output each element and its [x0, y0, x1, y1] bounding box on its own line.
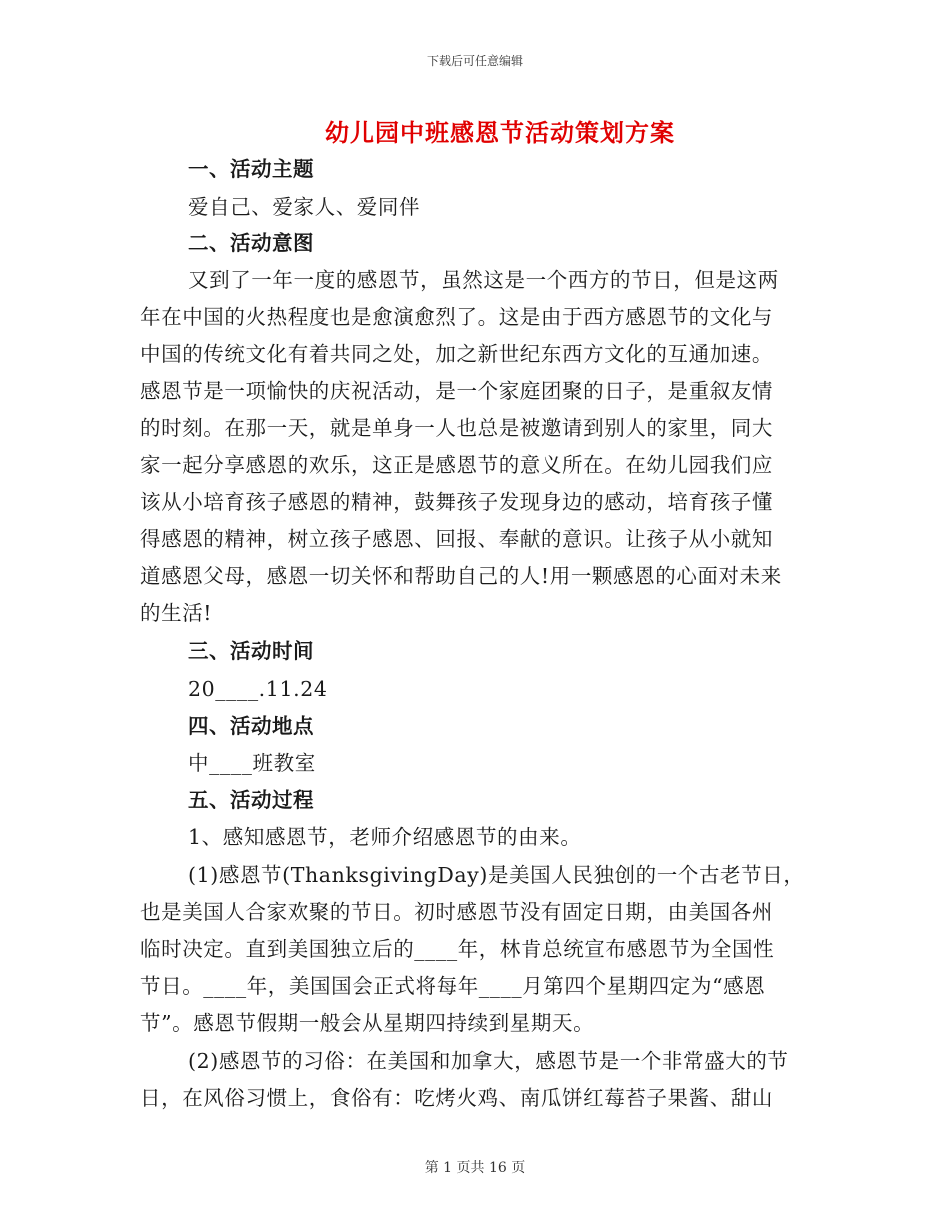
- page-footer-pagination: 第 1 页共 16 页: [424, 1160, 526, 1176]
- process-item: 1、感知感恩节，老师介绍感恩节的由来。: [188, 825, 582, 849]
- paragraph-line: 得感恩的精神，树立孩子感恩、回报、奉献的意识。让孩子从小就知: [140, 527, 773, 551]
- paragraph-line: 也是美国人合家欢聚的节日。初时感恩节没有固定日期，由美国各州: [140, 900, 773, 924]
- section-text-location: 中____班教室: [188, 751, 316, 775]
- paragraph-line: 的生活!: [140, 601, 213, 625]
- paragraph-line: 节日。____年，美国国会正式将每年____月第四个星期四定为“感恩: [140, 974, 766, 998]
- paragraph-line: 节”。感恩节假期一般会从星期四持续到星期天。: [140, 1011, 595, 1035]
- page-header-note: 下载后可任意编辑: [426, 54, 523, 68]
- paragraph-line: 道感恩父母，感恩一切关怀和帮助自己的人!用一颗感恩的心面对未来: [140, 564, 782, 588]
- document-title: 幼儿园中班感恩节活动策划方案: [325, 118, 675, 147]
- section-heading-location: 四、活动地点: [188, 714, 314, 738]
- paragraph-line: 年在中国的火热程度也是愈演愈烈了。这是由于西方感恩节的文化与: [140, 305, 773, 329]
- paragraph-line: (1)感恩节(ThanksgivingDay)是美国人民独创的一个古老节日，: [188, 863, 805, 887]
- paragraph-line: (2)感恩节的习俗：在美国和加拿大，感恩节是一个非常盛大的节: [188, 1049, 789, 1073]
- paragraph-line: 该从小培育孩子感恩的精神，鼓舞孩子发现身边的感动，培育孩子懂: [140, 490, 773, 514]
- section-heading-process: 五、活动过程: [188, 788, 314, 812]
- paragraph-line: 日，在风俗习惯上，食俗有：吃烤火鸡、南瓜饼红莓苔子果酱、甜山: [140, 1086, 773, 1110]
- section-heading-intent: 二、活动意图: [188, 231, 314, 255]
- section-text-theme: 爱自己、爱家人、爱同伴: [188, 195, 421, 219]
- section-heading-theme: 一、活动主题: [188, 157, 314, 181]
- paragraph-line: 家一起分享感恩的欢乐，这正是感恩节的意义所在。在幼儿园我们应: [140, 453, 773, 477]
- paragraph-line: 感恩节是一项愉快的庆祝活动，是一个家庭团聚的日子，是重叙友情: [140, 379, 773, 403]
- section-text-time: 20____.11.24: [188, 677, 328, 701]
- paragraph-line: 的时刻。在那一天，就是单身一人也总是被邀请到别人的家里，同大: [140, 416, 773, 440]
- paragraph-line: 临时决定。直到美国独立后的____年，林肯总统宣布感恩节为全国性: [140, 937, 775, 961]
- paragraph-line: 中国的传统文化有着共同之处，加之新世纪东西方文化的互通加速。: [140, 342, 773, 366]
- section-heading-time: 三、活动时间: [188, 639, 314, 663]
- paragraph-line: 又到了一年一度的感恩节，虽然这是一个西方的节日，但是这两: [188, 268, 779, 292]
